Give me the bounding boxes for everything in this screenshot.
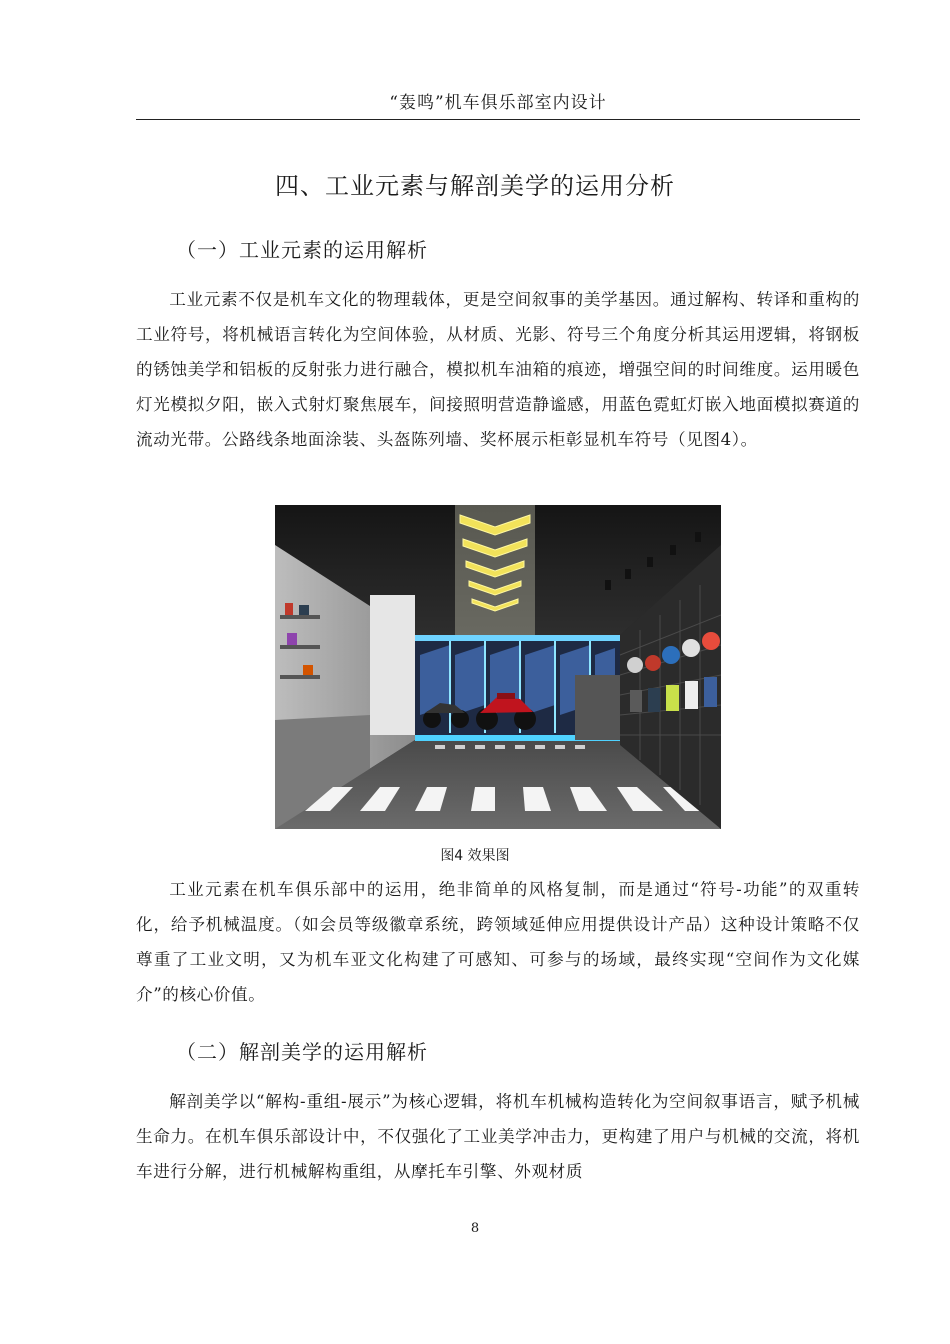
running-header: “轰鸣”机车俱乐部室内设计: [136, 88, 860, 120]
subsection-title-2: （二）解剖美学的运用解析: [176, 1040, 428, 1064]
figure-rendering: [275, 505, 721, 829]
paragraph-anatomy-aesthetics: 解剖美学以“解构-重组-展示”为核心逻辑，将机车机械构造转化为空间叙事语言，赋予机械生命力。在机车俱乐部设计中，不仅强化了工业美学冲击力，更构建了用户与机械的交流，将机车进行分解，进行机械解构重组，从摩托车引擎、外观材质: [136, 1092, 860, 1181]
paragraph-industrial-conclusion: 工业元素在机车俱乐部中的运用，绝非简单的风格复制，而是通过“符号-功能”的双重转化，给予机械温度。（如会员等级徽章系统，跨领域延伸应用提供设计产品）这种设计策略不仅尊重了工业文明，又为机车亚文化构建了可感知、可参与的场域，最终实现“空间作为文化媒介”的核心价值。: [136, 880, 860, 1004]
subsection-title-1: （一）工业元素的运用解析: [176, 238, 428, 262]
paragraph-industrial-elements: 工业元素不仅是机车文化的物理载体，更是空间叙事的美学基因。通过解构、转译和重构的工业符号，将机械语言转化为空间体验，从材质、光影、符号三个角度分析其运用逻辑，将钢板的锈蚀美学和铝板的反射张力进行融合，模拟机车油箱的痕迹，增强空间的时间维度。运用暖色灯光模拟夕阳，嵌入式射灯聚焦展车，间接照明营造静谧感，用蓝色霓虹灯嵌入地面模拟赛道的流动光带。公路线条地面涂装、头盔陈列墙、奖杯展示柜彰显机车符号（见图4）。: [136, 290, 860, 449]
figure-caption: 图4 效果图: [440, 848, 510, 864]
section-title: 四、工业元素与解剖美学的运用分析: [275, 172, 675, 200]
club-interior-illustration: [275, 505, 721, 829]
page-number: 8: [470, 1221, 480, 1236]
